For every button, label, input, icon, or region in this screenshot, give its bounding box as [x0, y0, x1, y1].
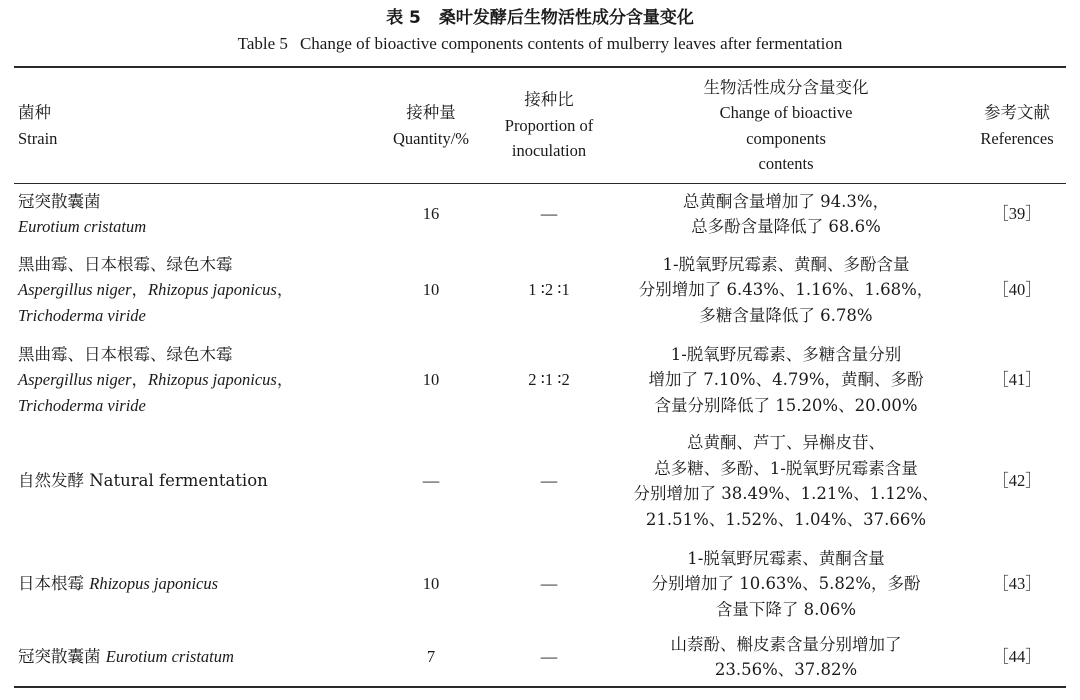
header-references: [962, 68, 1072, 183]
cell-change: [610, 540, 962, 628]
strain-latin-name: Aspergillus niger: [18, 370, 132, 390]
strain-cn-name: ，: [131, 280, 149, 300]
cell-change: [610, 246, 962, 334]
cell-reference: [962, 426, 1072, 536]
change-line: 含量分别降低了 15.20%、20.00%: [654, 395, 918, 415]
cell-reference: [962, 186, 1072, 242]
change-line: 23.56%、37.82%: [714, 660, 858, 679]
cell-change: [610, 186, 962, 242]
header-ratio: [490, 68, 608, 183]
strain-latin-name: Eurotium cristatum: [105, 647, 234, 667]
strain-latin-name: Rhizopus japonicus: [148, 280, 277, 300]
cell-quantity: [372, 186, 490, 242]
header-references-cn: 参考文献: [984, 103, 1050, 122]
reference-value: ［42］: [992, 471, 1042, 491]
change-line: 总黄酮、芦丁、异槲皮苷、: [687, 433, 885, 452]
change-line: 1-脱氧野尻霉素、黄酮含量: [687, 548, 885, 568]
change-line: 1-脱氧野尻霉素、黄酮、多酚含量: [662, 254, 910, 274]
strain-cn-name: 日本根霉: [18, 574, 90, 594]
strain-latin-name: Rhizopus japonicus: [148, 370, 277, 390]
cell-strain: [18, 336, 358, 424]
header-ratio-en-1: Proportion of: [504, 115, 594, 135]
strain-latin-name: Eurotium cristatum: [18, 217, 147, 236]
cell-quantity: [372, 630, 490, 684]
quantity-value: 10: [422, 574, 440, 594]
quantity-value: 10: [422, 370, 440, 390]
header-quantity-cn: 接种量: [406, 103, 456, 122]
cell-quantity: [372, 336, 490, 424]
quantity-value: 16: [422, 204, 440, 224]
cell-quantity: [372, 246, 490, 334]
strain-line: [18, 367, 293, 393]
strain-line: [18, 214, 146, 240]
cell-ratio: [490, 540, 608, 628]
header-change-cn: 生物活性成分含量变化: [703, 77, 869, 97]
cell-strain: [18, 540, 358, 628]
strain-line: [18, 303, 146, 329]
header-ratio-cn: 接种比: [524, 90, 574, 110]
change-line: 总多酚含量降低了 68.6%: [691, 217, 881, 236]
reference-value: ［44］: [992, 647, 1042, 667]
reference-value: ［40］: [992, 280, 1042, 300]
cell-change: [610, 630, 962, 684]
strain-cn-name: 自然发酵 Natural fermentation: [18, 471, 268, 491]
strain-line: [18, 571, 218, 597]
ratio-value: —: [540, 204, 558, 224]
header-references-en: References: [980, 128, 1054, 148]
header-change-en-2: components: [746, 128, 826, 148]
ratio-value: 1 ∶2 ∶1: [528, 280, 570, 300]
ratio-value: —: [540, 574, 558, 594]
cell-change: [610, 426, 962, 536]
cell-quantity: [372, 540, 490, 628]
change-line: 分别增加了 10.63%、5.82%，多酚: [651, 574, 921, 594]
header-strain-cn: 菌种: [18, 103, 51, 122]
table-caption-en: [0, 34, 1080, 54]
cell-change: [610, 336, 962, 424]
quantity-value: —: [422, 471, 440, 491]
table-title-en: Change of bioactive components contents of mulberry leaves after fermentation: [299, 34, 843, 53]
cell-ratio: [490, 426, 608, 536]
reference-value: ［41］: [992, 370, 1042, 390]
cell-strain: [18, 426, 358, 536]
strain-latin-name: Trichoderma viride: [18, 305, 146, 325]
header-strain-en: Strain: [18, 128, 58, 148]
strain-cn-name: 冠突散囊菌: [18, 191, 101, 211]
change-line: 1-脱氧野尻霉素、多糖含量分别: [670, 344, 902, 364]
table-bottom-rule: [14, 686, 1066, 688]
cell-ratio: [490, 186, 608, 242]
cell-reference: [962, 540, 1072, 628]
change-line: 多糖含量降低了 6.78%: [699, 305, 873, 325]
header-strain: [18, 68, 358, 183]
strain-cn-name: 冠突散囊菌: [18, 647, 106, 667]
header-change: [610, 68, 962, 183]
strain-line: [18, 393, 146, 419]
header-ratio-en-2: inoculation: [511, 141, 587, 161]
cell-strain: [18, 630, 358, 684]
change-line: 含量下降了 8.06%: [715, 599, 857, 619]
table-header-rule: [14, 183, 1066, 184]
cell-strain: [18, 246, 358, 334]
cell-reference: [962, 246, 1072, 334]
strain-latin-name: Trichoderma viride: [18, 395, 146, 415]
cell-reference: [962, 336, 1072, 424]
change-line: 总黄酮含量增加了 94.3%，: [682, 191, 890, 211]
reference-value: ［39］: [992, 204, 1042, 224]
change-line: 分别增加了 6.43%、1.16%、1.68%，: [638, 280, 934, 300]
change-line: 总多糖、多酚、1-脱氧野尻霉素含量: [654, 458, 918, 478]
change-line: 分别增加了 38.49%、1.21%、1.12%、: [633, 484, 939, 503]
strain-cn-name: ，: [276, 370, 294, 390]
header-change-en-3: contents: [758, 154, 814, 173]
cell-quantity: [372, 426, 490, 536]
strain-cn-name: 黑曲霉、日本根霉、绿色木霉: [18, 254, 233, 274]
header-quantity-en: Quantity/%: [392, 128, 470, 148]
strain-cn-name: 黑曲霉、日本根霉、绿色木霉: [18, 344, 233, 364]
quantity-value: 7: [426, 647, 436, 667]
reference-value: ［43］: [992, 574, 1042, 594]
strain-line: [18, 468, 268, 494]
change-line: 山萘酚、槲皮素含量分别增加了: [670, 634, 902, 654]
quantity-value: 10: [422, 280, 440, 300]
ratio-value: —: [540, 647, 558, 667]
header-change-en-1: Change of bioactive: [719, 103, 853, 122]
header-quantity: [372, 68, 490, 183]
strain-line: [18, 189, 101, 215]
table-number-cn: 表 5: [386, 8, 421, 28]
strain-line: [18, 644, 234, 670]
change-line: 21.51%、1.52%、1.04%、37.66%: [645, 509, 927, 529]
cell-reference: [962, 630, 1072, 684]
ratio-value: —: [540, 471, 558, 491]
strain-latin-name: Aspergillus niger: [18, 280, 132, 300]
strain-line: [18, 277, 293, 303]
cell-ratio: [490, 630, 608, 684]
strain-cn-name: ，: [276, 280, 294, 300]
cell-ratio: [490, 246, 608, 334]
change-line: 增加了 7.10%、4.79%，黄酮、多酚: [648, 370, 924, 390]
strain-line: [18, 252, 233, 278]
strain-cn-name: ，: [131, 370, 149, 390]
strain-line: [18, 342, 233, 368]
ratio-value: 2 ∶1 ∶2: [528, 370, 570, 390]
cell-ratio: [490, 336, 608, 424]
table-number-en: Table 5: [237, 34, 288, 53]
strain-latin-name: Rhizopus japonicus: [89, 574, 219, 594]
table-caption-cn: [0, 3, 1080, 28]
table-title-cn: 桑叶发酵后生物活性成分含量变化: [438, 8, 694, 28]
cell-strain: [18, 186, 358, 242]
